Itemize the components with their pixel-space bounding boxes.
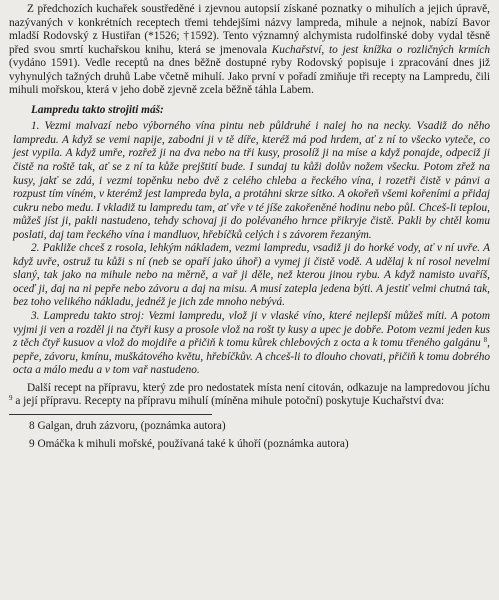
footnote-8: 8 Galgan, druh zázvoru, (poznámka autora) <box>29 419 226 432</box>
closing-paragraph: Další recept na přípravu, který zde pro nedostatek místa není citován, odkazuje na lampredovou jíchu $^9$ a její přípravu. Recepty na přípravu mihulí (míněna mihule potoční) poskytuje Kuchařství dva: <box>9 381 490 408</box>
intro-paragraph: Z předchozích kuchařek soustředěné i zjevnou autopsií získané poznatky o mihulích a jejich úpravě, nazývaných v konkrétních receptech třemi tehdejšími názvy lampreda, mihule a nejnok, nabízí Bavor mladší Rodovský z Hustiřan (*1526; †1592). Tento významný alchymista rudolfinské doby vydal těsně před svou smrtí kuchařskou knihu, která se jmenovala Kuchařství, to jest knížka o rozličných krmích (vydáno 1591). Vedle receptů na dnes běžně dostupné ryby Rodovský popisuje i zpracování dnes již vyhynulých tažných druhů Labe včetně mihulí. Jako první v pořadí zmiňuje tři recepty na Lampredu, čili mihuli mořskou, která v jeho době zjevně zcela běžně táhla Labem. <box>9 3 490 97</box>
footnote-9: 9 Omáčka k mihuli mořské, používaná také k úhoří (poznámka autora) <box>29 438 349 451</box>
recipe-heading: Lampredu takto strojiti máš: <box>31 103 164 116</box>
footnote-divider <box>9 414 212 415</box>
recipe-3: 3. Lampredu takto stroj: Vezmi lampredu, vlož ji v vlaské víno, které nejlepší můžeš míti. A potom vyjmi ji ven a rozděl ji na čtyři kusy a prosole vlož na rošt ty kusy a upec je dobře. Potom vezmi jeden kus z těch čtyř kusuov a vlož do mojdiře a přičiň k tomu kůrek chlebových z octa a k tomu třeného galgánu $^8$, pepře, závoru, kmínu, muškátového květu, hřebíčkův. A chceš-li to dlouho chovati, přičiň k tomu dobrého octa a málo medu a v tom vař nastudeno. <box>13 310 490 377</box>
recipe-1: 1. Vezmi malvazí nebo výborného vína pintu neb půldruhé i nalej ho na necky. Vsadiž do něho lampredu. A když se vemi napije, zabodni ji v tě díře, kteréž má pod hrdem, ať z ní to všecko vyteče, co jest vypila. A když umře, rozřež ji na dva nebo na tři kusy, prosolíž ji na míse a když ponajde, odpeciž ji čistě na roště tak, ať se z ní ta kůže prejštití bude. I sundaj tu kůži dolův nožem všecku. Potom zřež na kusy, jakť se zdá, i vezmi topěnku nebo dvě z celého chleba a řeckého vína, i rozetři čistě v pánvi a rozpust tím víném, v kterémž jest lampreda byla, a protáhni skrze sítko. A okořeň všemi kořeními a přidaj cukru nebo medu. I vkladiž tu lampredu tam, ať vře v té jíše zakořeněné hodinu nebo půl. Chceš-li teplou, můžeš jíst ji, pakli nastudeno, tehdy schovaj ji do polévaného hrnce přikryje čistě. Pakli by chtěl komu poslati, daj tam řeckého vína i mandluov, hřebíčků celých i s závorem řezaným. <box>13 120 490 241</box>
recipe-2: 2. Pakliže chceš z rosola, lehkým nákladem, vezmi lampredu, vsadiž ji do horké vody, ať v ní uvře. A když uvře, ostruž tu kůži s ní (neb se opaří jako úhoř) a vymej ji čistě vodě. A udělaj k ní rosol nevelmi slaný, tak jako na mihule nebo na měrně, a vař ji děle, než kterou jinou rybu. A když namisto uvaříš, oceď ji, daj na ni pepře nebo závoru a daj na misu. A musí zatepla jedena býti. A jestiť velmi chutná tak, bez toho velikého nákladu, jednéž je jich zde mnoho nebývá. <box>13 242 490 309</box>
